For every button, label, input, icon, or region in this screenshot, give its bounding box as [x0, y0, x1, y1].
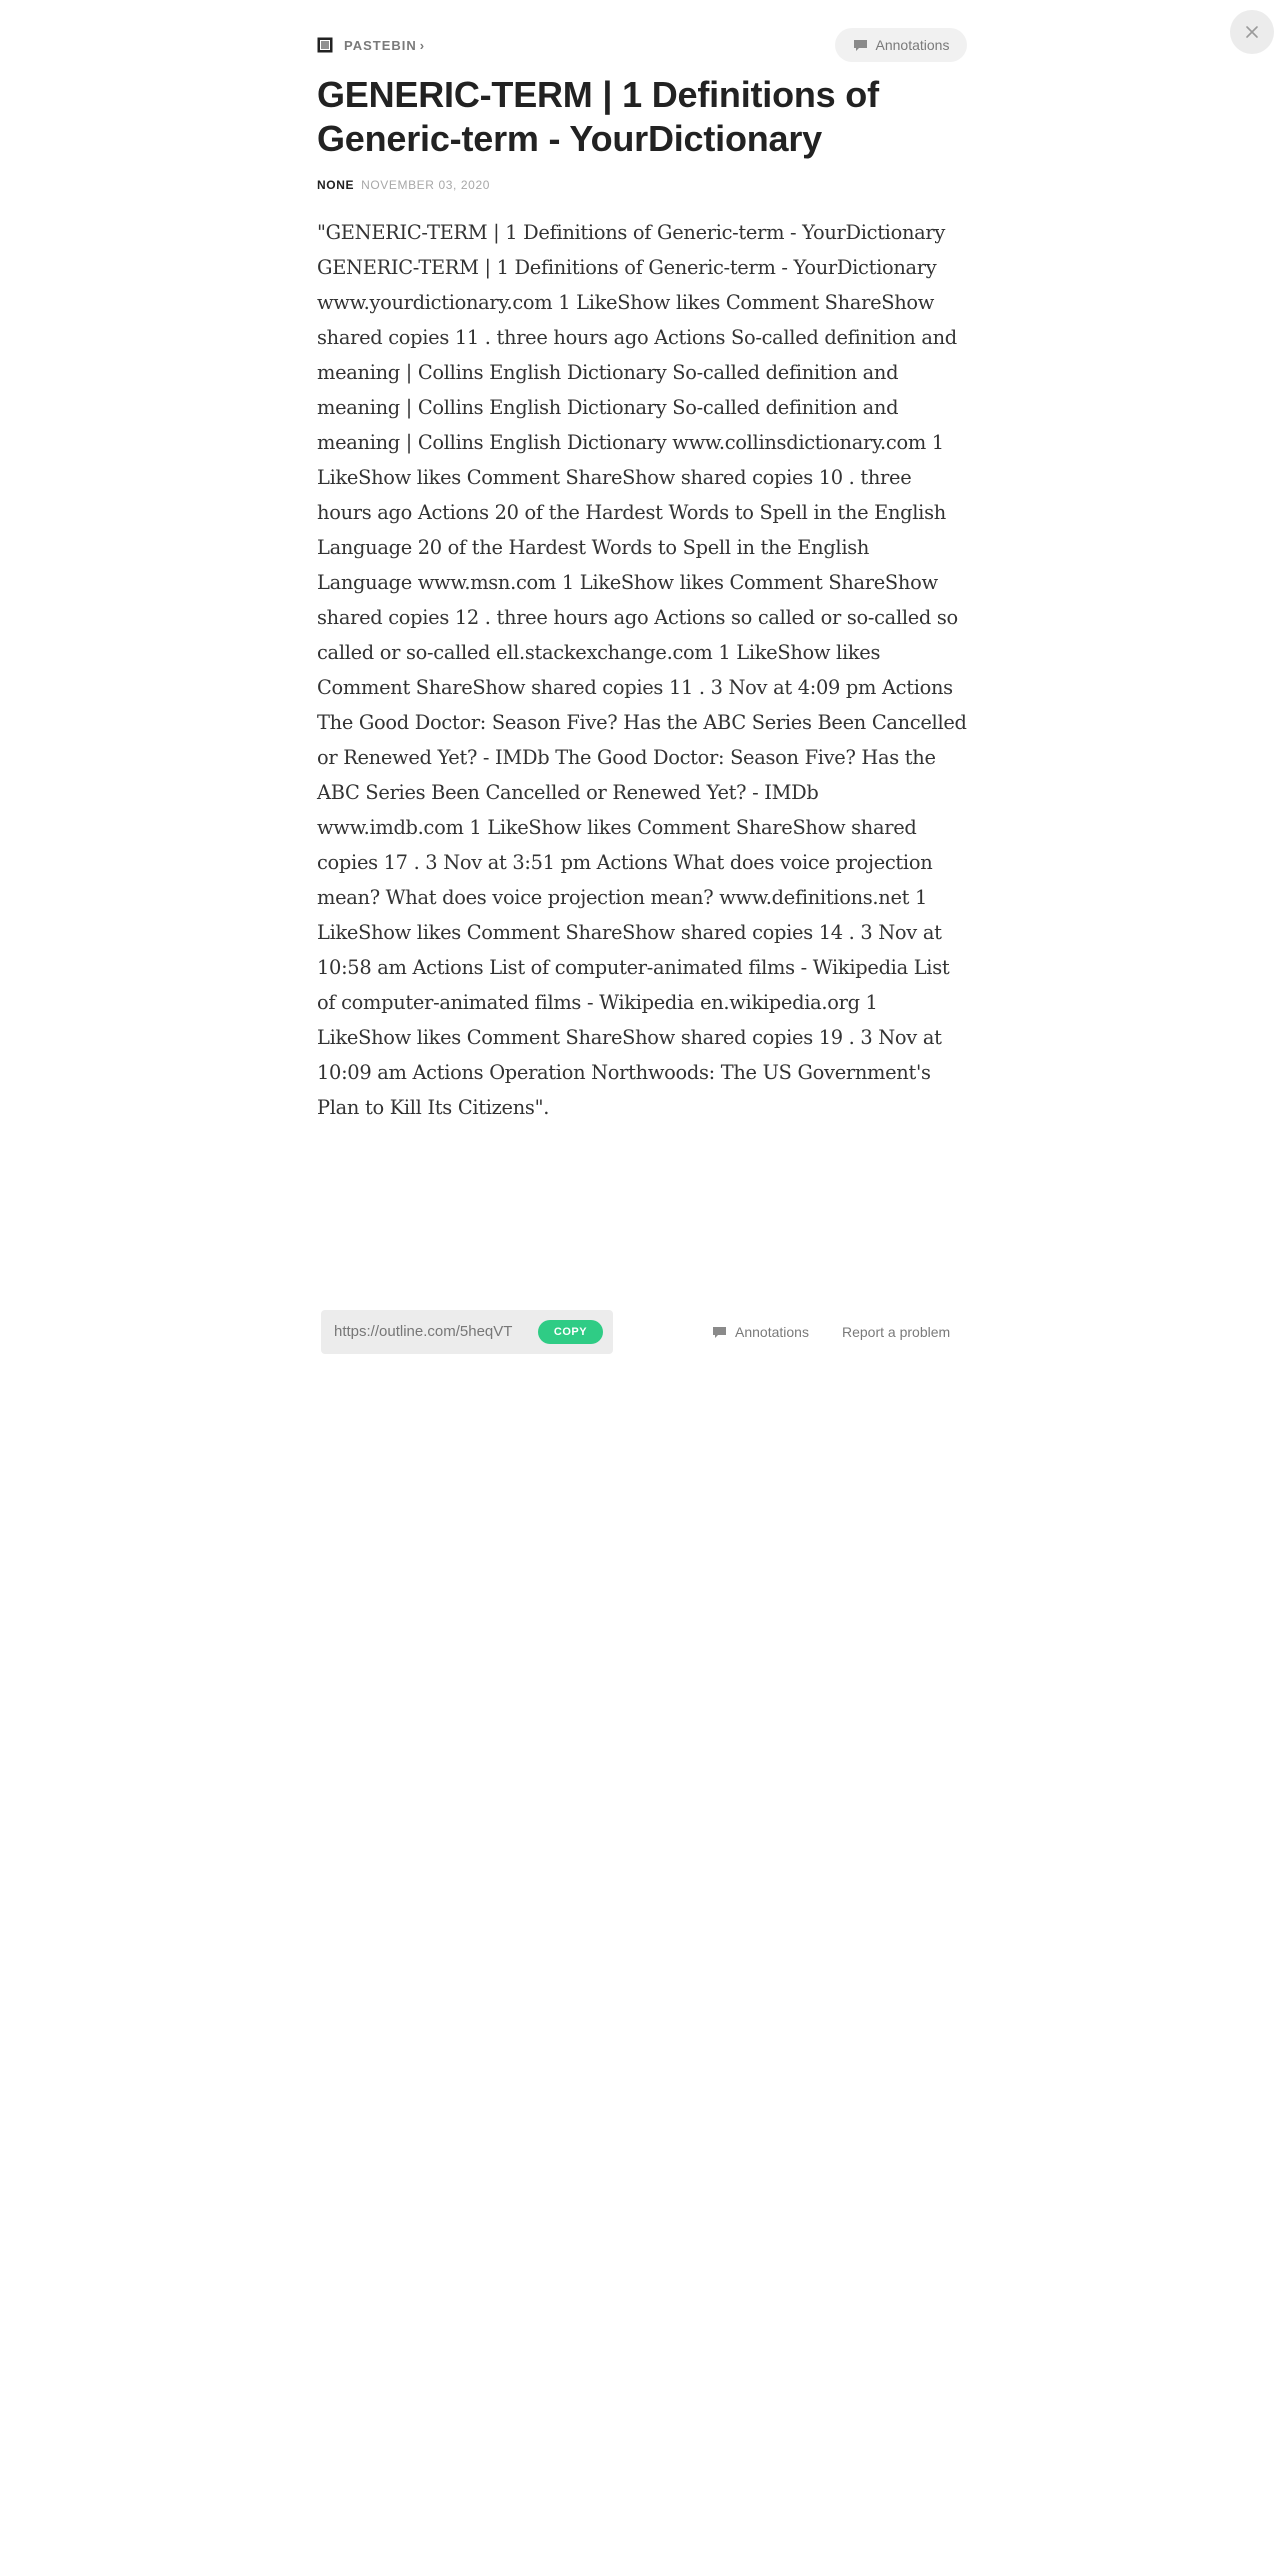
footer-annotations-button[interactable] — [712, 1324, 809, 1340]
publish-date: NOVEMBER 03, 2020 — [361, 178, 491, 192]
author-name: NONE — [317, 178, 355, 192]
source-label: PASTEBIN — [344, 37, 417, 53]
close-button[interactable] — [1230, 10, 1274, 54]
chevron-right-icon: › — [419, 37, 425, 53]
comment-icon — [853, 39, 868, 52]
annotations-label: Annotations — [875, 37, 950, 53]
article-body: "GENERIC-TERM | 1 Definitions of Generic-term - YourDictionary GENERIC-TERM | 1 Definitions of Generic-term - YourDictionary www.yourdictionary.com 1 LikeShow likes Comment ShareShow shared copies 11 . three hours ago Actions So-called definition and meaning | Collins English Dictionary So-called definition and meaning | Collins English Dictionary So-called definition and meaning | Collins English Dictionary www.collinsdictionary.com 1 LikeShow likes Comment ShareShow shared copies 10 . three hours ago Actions 20 of the Hardest Words to Spell in the English Language 20 of the Hardest Words to Spell in the English Language www.msn.com 1 LikeShow likes Comment ShareShow shared copies 12 . three hours ago Actions so called or so-called so called or so-called ell.stackexchange.com 1 LikeShow likes Comment ShareShow shared copies 11 . 3 Nov at 4:09 pm Actions The Good Doctor: Season Five? Has the ABC Series Been Cancelled or Renewed Yet? - IMDb The Good Doctor: Season Five? Has the ABC Series Been Cancelled or Renewed Yet? - IMDb www.imdb.com 1 LikeShow likes Comment ShareShow shared copies 17 . 3 Nov at 3:51 pm Actions What does voice projection mean? What does voice projection mean? www.definitions.net 1 LikeShow likes Comment ShareShow shared copies 14 . 3 Nov at 10:58 am Actions List of computer-animated films - Wikipedia List of computer-animated films - Wikipedia en.wikipedia.org 1 LikeShow likes Comment ShareShow shared copies 19 . 3 Nov at 10:09 am Actions Operation Northwoods: The US Government's Plan to Kill Its Citizens". — [317, 221, 967, 1119]
source-link[interactable] — [317, 35, 424, 55]
article — [317, 0, 967, 1125]
comment-icon — [712, 1326, 727, 1339]
report-problem-link[interactable]: Report a problem — [842, 1324, 951, 1340]
share-url-box — [321, 1310, 613, 1354]
copy-button[interactable]: COPY — [538, 1320, 603, 1344]
footer-bar — [321, 1310, 971, 1354]
article-topbar — [317, 0, 967, 90]
share-url[interactable]: https://outline.com/5heqVT — [334, 1323, 513, 1340]
article-meta — [317, 177, 967, 193]
article-title: GENERIC-TERM | 1 Definitions of Generic-term - YourDictionary — [317, 74, 879, 159]
footer-annotations-label: Annotations — [735, 1324, 809, 1340]
document-icon — [317, 37, 333, 53]
close-icon — [1245, 25, 1259, 39]
annotations-button[interactable] — [835, 28, 967, 62]
